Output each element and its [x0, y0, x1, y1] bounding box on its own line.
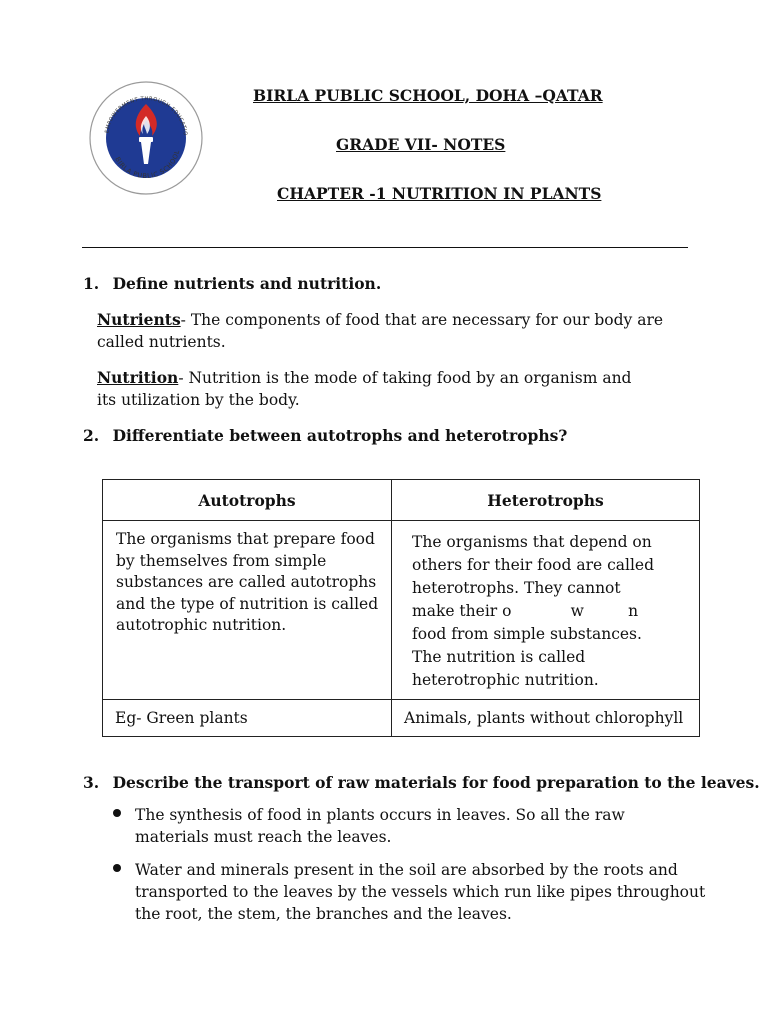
heterotrophs-line: make their o w n: [412, 602, 639, 620]
heterotrophs-line: others for their food are called: [412, 556, 655, 574]
nutrition-text: - Nutrition is the mode of taking food by an organism and its utilization by the body.: [97, 369, 632, 409]
list-item: The synthesis of food in plants occurs in leaves. So all the raw materials must reach the leaves.: [135, 806, 625, 846]
header-autotrophs: Autotrophs: [103, 480, 392, 521]
autotrophs-definition: The organisms that prepare food by themselves from simple substances are called autotrophs and the type of nutrition is called autotrophic nutrition.: [103, 521, 392, 700]
heterotrophs-line: The nutrition is called: [412, 648, 586, 666]
question-1: [83, 274, 381, 293]
heterotrophs-line: heterotrophs. They cannot: [412, 579, 621, 597]
heterotrophs-line: food from simple substances.: [412, 625, 642, 643]
question-2: [83, 426, 567, 445]
nutrients-text: - The components of food that are necessary for our body are called nutrients.: [97, 311, 664, 351]
question-1-number: 1.: [83, 274, 100, 293]
heterotroph-example: Animals, plants without chlorophyll: [392, 700, 700, 737]
autotroph-example: Eg- Green plants: [103, 700, 392, 737]
heterotrophs-line: heterotrophic nutrition.: [412, 671, 599, 689]
school-logo-emblem: [88, 80, 204, 196]
table-row: [103, 700, 700, 737]
nutrition-term: Nutrition: [97, 368, 179, 387]
list-item: Water and minerals present in the soil are absorbed by the roots and transported to the leaves by the vessels which run like pipes throughout the root, the stem, the branches and the leaves.: [135, 861, 706, 923]
question-2-text: Differentiate between autotrophs and heterotrophs?: [112, 426, 568, 445]
heterotrophs-definition: [392, 521, 700, 700]
nutrients-term: Nutrients: [97, 310, 181, 329]
chapter-title: CHAPTER -1 NUTRITION IN PLANTS: [277, 184, 602, 203]
header-heterotrophs: Heterotrophs: [392, 480, 700, 521]
question-2-number: 2.: [83, 426, 100, 445]
bullet-icon: [113, 809, 121, 817]
table-header-row: [103, 480, 700, 521]
question-3: [83, 773, 760, 792]
grade-title: GRADE VII- NOTES: [336, 135, 506, 154]
school-name: BIRLA PUBLIC SCHOOL, DOHA –QATAR: [253, 86, 603, 105]
question-1-text: Define nutrients and nutrition.: [112, 274, 382, 293]
logo-bottom-text: BIRLA PUBLIC SCHOOL: [113, 148, 182, 181]
nutrition-definition: [97, 367, 637, 411]
header-divider: [82, 247, 688, 248]
school-logo: [88, 80, 204, 196]
comparison-table: [102, 479, 700, 737]
logo-ring-text: EMPOWERMENT THROUGH EDUCATIO: [104, 95, 188, 137]
table-row: [103, 521, 700, 700]
nutrients-definition: [97, 309, 697, 353]
question-3-number: 3.: [83, 773, 100, 792]
bullet-icon: [113, 864, 121, 872]
heterotrophs-line: The organisms that depend on: [412, 533, 652, 551]
question-3-text: Describe the transport of raw materials for food preparation to the leaves.: [112, 773, 760, 792]
